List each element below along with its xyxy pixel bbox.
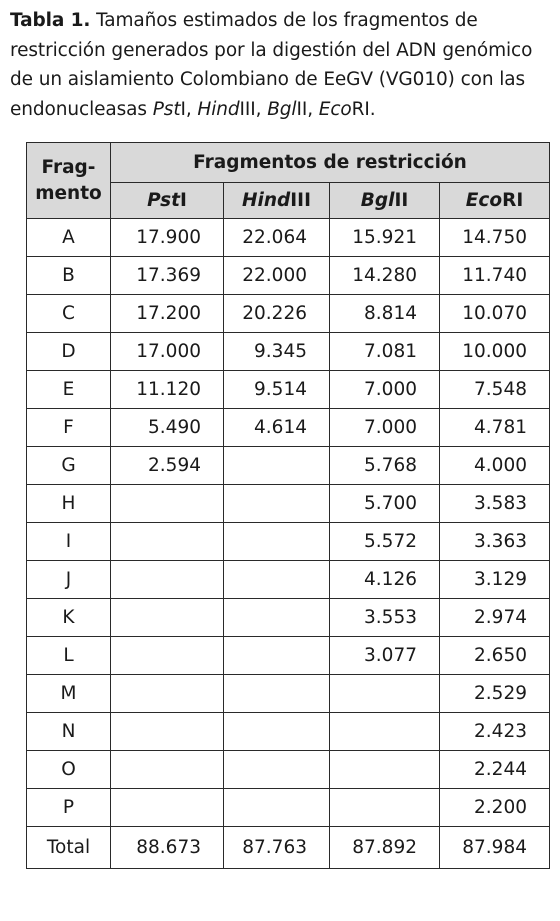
- caption-enzyme-1-italic: Pst: [152, 98, 181, 120]
- caption-separator: ,: [255, 98, 268, 120]
- table-row: [27, 637, 550, 675]
- fragment-size-cell: [224, 637, 330, 675]
- enzyme-italic: Bgl: [360, 190, 395, 211]
- fragment-size-cell: [224, 561, 330, 599]
- fragment-size-cell: [224, 789, 330, 827]
- fragment-size-cell: 5.572: [330, 523, 440, 561]
- fragment-size-cell: 3.077: [330, 637, 440, 675]
- fragment-size-cell: 4.614: [224, 409, 330, 447]
- fragment-size-cell: 20.226: [224, 295, 330, 333]
- fragment-size-cell: 17.369: [111, 257, 224, 295]
- table-row: [27, 561, 550, 599]
- table-row: [27, 219, 550, 257]
- fragment-size-cell: [111, 751, 224, 789]
- fragment-header-line-2: mento: [35, 182, 102, 204]
- table-row: [27, 371, 550, 409]
- enzyme-roman: RI: [502, 190, 524, 211]
- fragment-size-cell: [330, 675, 440, 713]
- fragment-size-cell: 10.070: [440, 295, 550, 333]
- enzyme-header-hindiii: [224, 183, 330, 219]
- fragment-size-cell: 2.423: [440, 713, 550, 751]
- caption-enzyme-3-roman: II: [296, 98, 308, 120]
- caption-separator: ,: [185, 98, 198, 120]
- group-header: Fragmentos de restricción: [111, 143, 550, 183]
- enzyme-header-bglii: [330, 183, 440, 219]
- restriction-fragments-table: [26, 142, 550, 869]
- fragment-size-cell: 4.781: [440, 409, 550, 447]
- caption-enzyme-4-roman: RI: [351, 98, 370, 120]
- fragment-size-cell: [224, 675, 330, 713]
- fragment-size-cell: 7.000: [330, 409, 440, 447]
- total-row: [27, 827, 550, 869]
- fragment-size-cell: 2.244: [440, 751, 550, 789]
- fragment-size-cell: 87.984: [440, 827, 550, 869]
- fragment-label: O: [27, 751, 111, 789]
- fragment-size-cell: 5.490: [111, 409, 224, 447]
- fragment-label: J: [27, 561, 111, 599]
- fragment-size-cell: [224, 485, 330, 523]
- table-row: [27, 713, 550, 751]
- fragment-size-cell: [224, 447, 330, 485]
- fragment-label: K: [27, 599, 111, 637]
- fragment-label: F: [27, 409, 111, 447]
- fragment-label: E: [27, 371, 111, 409]
- table-row: [27, 599, 550, 637]
- fragment-size-cell: 88.673: [111, 827, 224, 869]
- fragment-size-cell: [111, 523, 224, 561]
- fragment-size-cell: 17.200: [111, 295, 224, 333]
- caption-enzyme-2-italic: Hind: [197, 98, 240, 120]
- fragment-size-cell: 87.892: [330, 827, 440, 869]
- fragment-size-cell: 22.064: [224, 219, 330, 257]
- table-row: [27, 789, 550, 827]
- fragment-size-cell: 9.514: [224, 371, 330, 409]
- fragment-size-cell: 17.000: [111, 333, 224, 371]
- fragment-size-cell: [111, 561, 224, 599]
- table-row: [27, 409, 550, 447]
- enzyme-italic: Pst: [147, 190, 180, 211]
- fragment-size-cell: 5.768: [330, 447, 440, 485]
- fragment-size-cell: 11.120: [111, 371, 224, 409]
- fragment-label: N: [27, 713, 111, 751]
- fragment-size-cell: [330, 751, 440, 789]
- fragment-size-cell: [111, 485, 224, 523]
- fragment-label: D: [27, 333, 111, 371]
- fragment-label: P: [27, 789, 111, 827]
- table-row: [27, 485, 550, 523]
- fragment-size-cell: 2.594: [111, 447, 224, 485]
- fragment-size-cell: [224, 523, 330, 561]
- fragment-header-line-1: Frag-: [41, 156, 96, 178]
- caption-text: Tamaños estimados de los fragmentos de restricción generados por la digestión del ADN genómico de un aislamiento Colombiano de EeGV (VG010) con las endonucleasas: [10, 10, 533, 120]
- enzyme-header-psti: [111, 183, 224, 219]
- enzyme-header-ecori: [440, 183, 550, 219]
- fragment-size-cell: [111, 675, 224, 713]
- table-row: [27, 257, 550, 295]
- enzyme-italic: Hind: [242, 190, 291, 211]
- fragment-size-cell: 3.553: [330, 599, 440, 637]
- fragment-size-cell: 87.763: [224, 827, 330, 869]
- table-row: [27, 333, 550, 371]
- table-row: [27, 751, 550, 789]
- fragment-size-cell: [224, 751, 330, 789]
- table-row: [27, 447, 550, 485]
- fragment-size-cell: 14.750: [440, 219, 550, 257]
- caption-enzyme-4-italic: Eco: [318, 98, 352, 120]
- fragment-size-cell: 3.129: [440, 561, 550, 599]
- fragment-size-cell: 15.921: [330, 219, 440, 257]
- fragment-label: M: [27, 675, 111, 713]
- caption-enzyme-1-roman: I: [180, 98, 186, 120]
- fragment-size-cell: 22.000: [224, 257, 330, 295]
- fragment-size-cell: 3.583: [440, 485, 550, 523]
- fragment-size-cell: [224, 713, 330, 751]
- table-row: [27, 523, 550, 561]
- fragment-size-cell: [330, 789, 440, 827]
- fragment-size-cell: [111, 599, 224, 637]
- fragment-size-cell: [111, 637, 224, 675]
- fragment-size-cell: [224, 599, 330, 637]
- enzyme-roman: III: [290, 190, 311, 211]
- enzyme-roman: II: [394, 190, 409, 211]
- fragment-size-cell: 2.200: [440, 789, 550, 827]
- fragment-size-cell: 7.000: [330, 371, 440, 409]
- fragment-size-cell: 4.000: [440, 447, 550, 485]
- table-caption: [10, 6, 555, 124]
- fragment-label: C: [27, 295, 111, 333]
- fragment-label: G: [27, 447, 111, 485]
- total-label: Total: [27, 827, 111, 869]
- fragment-size-cell: 4.126: [330, 561, 440, 599]
- fragment-label: L: [27, 637, 111, 675]
- fragment-label: I: [27, 523, 111, 561]
- fragment-size-cell: 8.814: [330, 295, 440, 333]
- fragment-size-cell: 2.650: [440, 637, 550, 675]
- fragment-size-cell: [111, 789, 224, 827]
- table-row: [27, 295, 550, 333]
- fragment-size-cell: 7.548: [440, 371, 550, 409]
- fragment-size-cell: 14.280: [330, 257, 440, 295]
- fragment-size-cell: 2.529: [440, 675, 550, 713]
- fragment-size-cell: 10.000: [440, 333, 550, 371]
- fragment-size-cell: 17.900: [111, 219, 224, 257]
- fragment-size-cell: 7.081: [330, 333, 440, 371]
- fragment-size-cell: 2.974: [440, 599, 550, 637]
- caption-end: .: [369, 98, 376, 120]
- fragment-label: A: [27, 219, 111, 257]
- enzyme-italic: Eco: [465, 190, 503, 211]
- enzyme-roman: I: [179, 190, 187, 211]
- fragment-size-cell: 5.700: [330, 485, 440, 523]
- caption-separator: ,: [307, 98, 319, 120]
- fragment-label: B: [27, 257, 111, 295]
- fragment-label: H: [27, 485, 111, 523]
- fragment-size-cell: 9.345: [224, 333, 330, 371]
- fragment-size-cell: [111, 713, 224, 751]
- fragment-size-cell: [330, 713, 440, 751]
- caption-enzyme-2-roman: III: [239, 98, 256, 120]
- caption-label: Tabla 1.: [10, 10, 91, 31]
- table-row: [27, 675, 550, 713]
- fragment-column-header: [27, 143, 111, 219]
- fragment-size-cell: 11.740: [440, 257, 550, 295]
- caption-enzyme-3-italic: Bgl: [267, 98, 297, 120]
- fragment-size-cell: 3.363: [440, 523, 550, 561]
